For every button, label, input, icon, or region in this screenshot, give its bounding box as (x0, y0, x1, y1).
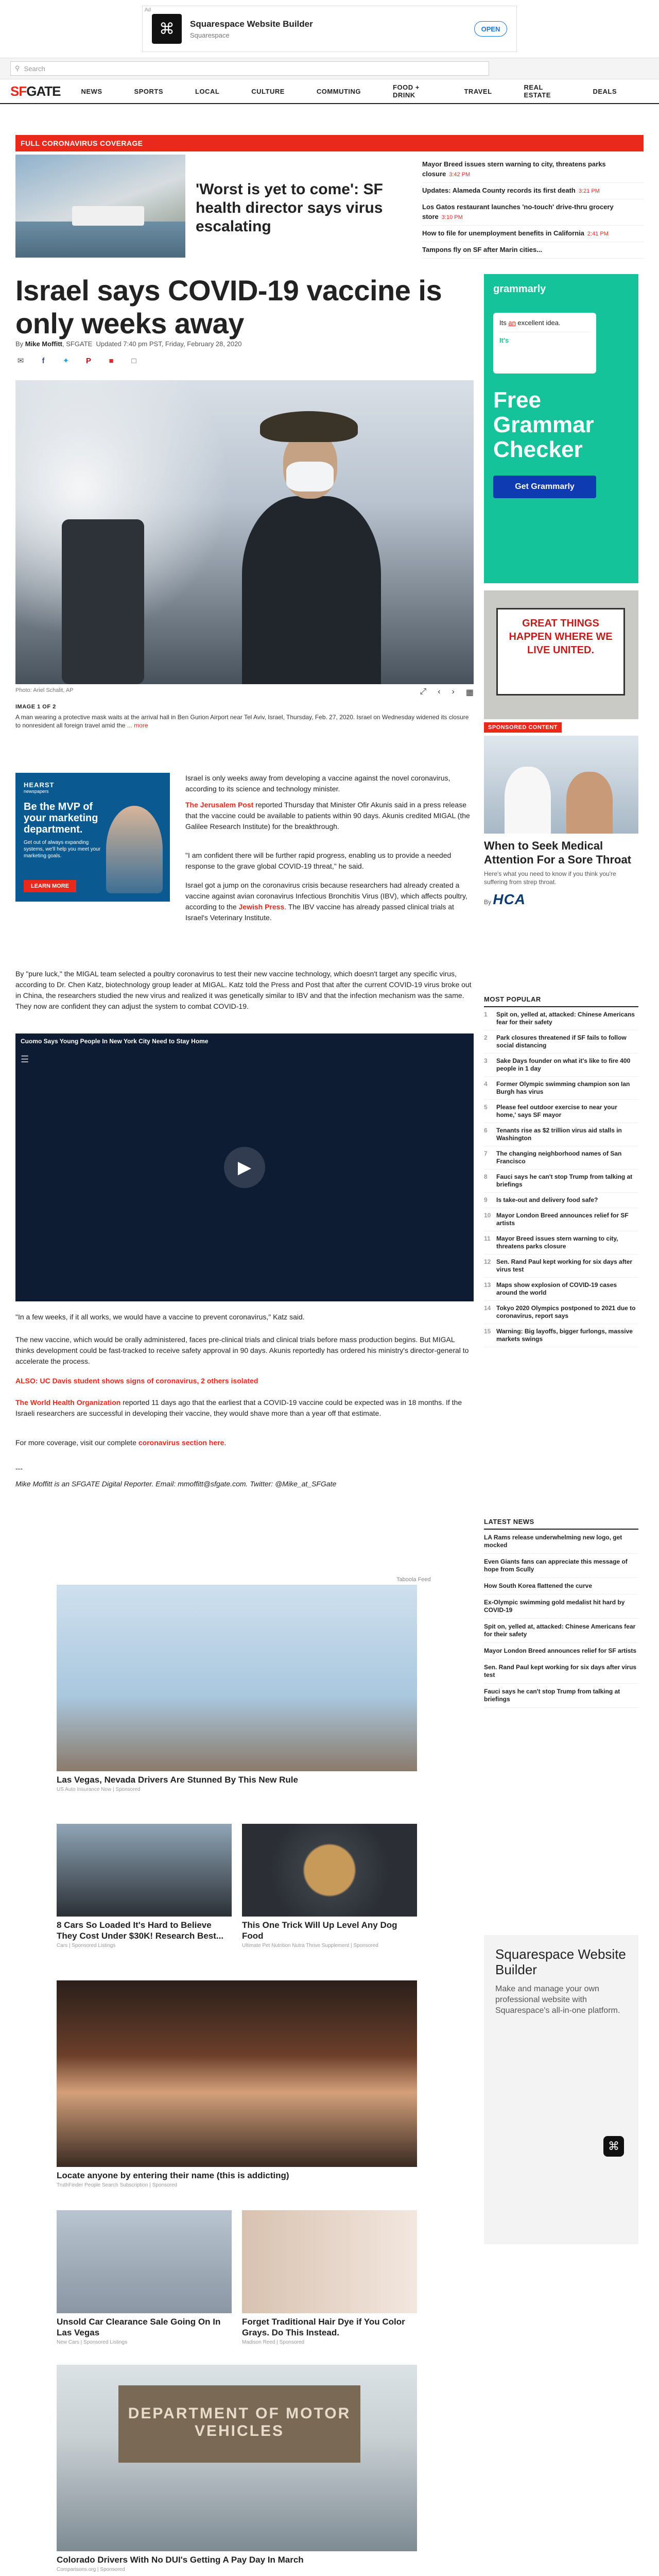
latest-item[interactable]: Ex-Olympic swimming gold medalist hit hard by COVID-19 (484, 1595, 638, 1619)
search-bar (0, 58, 659, 79)
list-item[interactable]: Mayor Breed issues stern warning to city, threatens parks closure 3:42 PM (422, 157, 644, 183)
taboola-card[interactable]: Unsold Car Clearance Sale Going On In Las Vegas New Cars | Sponsored Listings (57, 2210, 232, 2345)
most-popular (484, 992, 638, 1347)
taboola-card[interactable]: Las Vegas, Nevada Drivers Are Stunned By This New Rule US Auto Insurance Now | Sponsored (57, 1585, 417, 1792)
grammarly-card: Its an excellent idea. It's (493, 313, 596, 374)
also-paragraph: ALSO: UC Davis student shows signs of coronavirus, 2 others isolated (15, 1377, 258, 1385)
popular-item[interactable] (484, 1278, 638, 1301)
latest-item[interactable]: Even Giants fans can appreciate this message of hope from Scully (484, 1554, 638, 1578)
squarespace-top-ad[interactable] (142, 6, 517, 52)
author-link[interactable]: Mike Moffitt (25, 340, 63, 348)
popular-item[interactable] (484, 1030, 638, 1054)
latest-item[interactable]: Spit on, yelled at, attacked: Chinese Americans fear for their safety (484, 1619, 638, 1643)
popular-item[interactable] (484, 1170, 638, 1193)
paragraph: Israel is only weeks away from developing a vaccine against the novel coronavirus, according to its science and technology minister. (185, 774, 450, 793)
paragraph: The World Health Organization reported 11 days ago that the earliest that a COVID-19 vaccine could be expected was in 18 months. If the Israeli researchers are successful in developing their vaccine, they would shave more than a year off that estimate. (15, 1398, 462, 1417)
rank-number: 10 (484, 1212, 491, 1219)
latest-item[interactable]: Sen. Rand Paul kept working for six days after virus test (484, 1659, 638, 1684)
get-grammarly-button[interactable]: Get Grammarly (493, 476, 596, 498)
grammarly-ad[interactable] (484, 274, 638, 583)
paragraph: For more coverage, visit our complete coronavirus section here. (15, 1438, 227, 1447)
author-signature: Mike Moffitt is an SFGATE Digital Reporter. Email: mmoffitt@sfgate.com. Twitter: @Mike_at_SFGate (15, 1480, 337, 1488)
image-caption: A man wearing a protective mask waits at the arrival hall in Ben Gurion Airport near Tel Aviv, Israel, Thursday, Feb. 27, 2020. Israel on Wednesday widened its closure to nonresident all foreign travel amid the ... more (15, 714, 469, 729)
rank-number: 7 (484, 1150, 488, 1157)
flipboard-icon[interactable]: ■ (109, 356, 114, 365)
article-headline: Israel says COVID-19 vaccine is only weeks away (15, 274, 442, 340)
rank-number: 8 (484, 1173, 488, 1180)
nav-news[interactable]: NEWS (81, 87, 102, 95)
nav-deals[interactable]: DEALS (593, 87, 617, 95)
coronavirus-section-link[interactable]: coronavirus section here (138, 1438, 224, 1447)
popular-item[interactable] (484, 1123, 638, 1146)
sponsored-label: SPONSORED CONTENT (484, 722, 562, 733)
rank-number: 4 (484, 1080, 488, 1088)
rank-number: 11 (484, 1235, 491, 1242)
image-credit-row (15, 687, 474, 698)
popular-item-title[interactable]: Spit on, yelled at, attacked: Chinese Americans fear for their safety (496, 1011, 635, 1026)
trending-module (15, 155, 644, 260)
latest-item[interactable]: LA Rams release underwhelming new logo, get mocked (484, 1530, 638, 1554)
taboola-card[interactable]: This One Trick Will Up Level Any Dog Food Ultimate Pet Nutrition Nutra Thrive Supplement | Sponsored (242, 1824, 417, 1948)
rank-number: 2 (484, 1034, 488, 1041)
most-popular-heading: MOST POPULAR (484, 992, 638, 1007)
popular-item-title[interactable]: Fauci says he can't stop Trump from talking at briefings (496, 1173, 633, 1188)
popular-item-title[interactable]: Tenants rise as $2 trillion virus aid stalls in Washington (496, 1127, 622, 1142)
sponsor-logo: By HCA (484, 891, 526, 907)
top-ad-sub: Squarespace (190, 31, 230, 39)
rank-number: 5 (484, 1104, 488, 1111)
sponsored-title[interactable]: When to Seek Medical Attention For a Sore Throat (484, 839, 631, 866)
taboola-card[interactable]: DEPARTMENT OF MOTOR VEHICLES Colorado Drivers With No DUI's Getting A Pay Day In March Comparisons.org | Sponsored (57, 2365, 417, 2572)
squarespace-logo-icon: ⌘ (603, 2136, 624, 2157)
squarespace-side-ad[interactable] (484, 1935, 638, 2244)
latest-item[interactable]: How South Korea flattened the curve (484, 1578, 638, 1595)
popular-item-title[interactable]: Tokyo 2020 Olympics postponed to 2021 due to coronavirus, report says (496, 1304, 636, 1319)
paragraph: "I am confident there will be further rapid progress, enabling us to provide a needed response to the grave global COVID-19 threat," he said. (185, 851, 452, 870)
nav-sports[interactable]: SPORTS (134, 87, 163, 95)
rank-number: 14 (484, 1304, 491, 1312)
latest-news (484, 1515, 638, 1708)
hearst-learn-more-button[interactable]: LEARN MORE (24, 880, 76, 892)
expand-icon[interactable]: ⤢ (420, 687, 427, 696)
popular-item[interactable] (484, 1077, 638, 1100)
dmv-sign: DEPARTMENT OF MOTOR VEHICLES (118, 2385, 360, 2463)
popular-item[interactable] (484, 1054, 638, 1077)
list-item[interactable]: Los Gatos restaurant launches 'no-touch' drive-thru grocery store 3:10 PM (422, 199, 644, 226)
list-item[interactable]: Tampons fly on SF after Marin cities... (422, 242, 644, 259)
gallery-grid-icon[interactable]: ▦ (465, 688, 474, 697)
nav-travel[interactable]: TRAVEL (464, 87, 492, 95)
nav-commuting[interactable]: COMMUTING (316, 87, 361, 95)
rank-number: 12 (484, 1258, 491, 1265)
image-count: IMAGE 1 OF 2 (15, 704, 56, 710)
sqs-desc: Make and manage your own professional website with Squarespace's all-in-one platform. (495, 1985, 620, 2015)
video-player[interactable] (15, 1033, 474, 1301)
rank-number: 3 (484, 1057, 488, 1064)
top-ad-area (0, 0, 659, 58)
grammarly-logo: grammarly (493, 283, 546, 295)
sqs-title: Squarespace Website Builder (495, 1946, 626, 1977)
paragraph: The Jerusalem Post reported Thursday that Minister Ofir Akunis said in a press release that the vaccine could be available to patients within 90 days. Akunis credited MIGAL (the Galilee Research Institute) for the breakthrough. (185, 801, 470, 831)
taboola-card[interactable]: Forget Traditional Hair Dye if You Color Grays. Do This Instead. Madison Reed | Sponsored (242, 2210, 417, 2345)
updated-time: Updated 7:40 pm PST, Friday, February 28, 2020 (96, 340, 242, 348)
taboola-card[interactable]: 8 Cars So Loaded It's Hard to Believe They Cost Under $30K! Research Best... Cars | Sponsored Listings (57, 1824, 232, 1948)
twitter-icon[interactable]: ✦ (62, 357, 70, 365)
hearst-ad-headline: Be the MVP of your marketing department. (24, 801, 98, 835)
trending-headline[interactable]: 'Worst is yet to come': SF health director says virus escalating (196, 181, 383, 235)
also-link[interactable]: UC Davis student shows signs of coronavirus, 2 others isolated (40, 1377, 258, 1385)
trending-list (422, 155, 644, 260)
ad-sign-text: GREAT THINGS HAPPEN WHERE WE LIVE UNITED. (496, 608, 625, 696)
popular-item[interactable] (484, 1301, 638, 1324)
photo-credit: Photo: Ariel Schalit, AP (15, 687, 74, 693)
search-placeholder: Search (24, 64, 45, 73)
hearst-ad[interactable] (15, 773, 170, 902)
hero-image[interactable] (15, 380, 474, 684)
rank-number: 13 (484, 1281, 491, 1289)
separator: --- (15, 1464, 23, 1472)
rank-number: 6 (484, 1127, 488, 1134)
united-way-ad[interactable] (484, 590, 638, 719)
rank-number: 15 (484, 1328, 491, 1335)
top-ad-title: Squarespace Website Builder (190, 19, 313, 29)
paragraph: The new vaccine, which would be orally administered, faces pre-clinical trials and clinical trials before mass production begins. But MIGAL thinks development could be fast-tracked to receive safety approval in 90 days. Akunis reportedly has ordered his ministry's director-general to accelerate the process. (15, 1335, 469, 1365)
popular-item[interactable] (484, 1193, 638, 1208)
byline: By Mike Moffitt, SFGATE Updated 7:40 pm PST, Friday, February 28, 2020 (15, 340, 242, 348)
nav-real-estate[interactable]: REAL ESTATE (524, 83, 551, 99)
trending-photo[interactable] (15, 155, 185, 258)
hearst-ad-body: Get out of always expanding systems, we'll help you meet your marketing goals. (24, 840, 101, 859)
sfgate-logo[interactable]: SFGATE (10, 83, 61, 99)
popular-item[interactable] (484, 1255, 638, 1278)
rank-number: 1 (484, 1011, 488, 1018)
top-ad-open-button[interactable]: OPEN (474, 21, 507, 37)
latest-news-heading: LATEST NEWS (484, 1515, 638, 1530)
popular-item-title[interactable]: Former Olympic swimming champion son Ian Burgh has virus (496, 1080, 630, 1095)
coverage-banner[interactable]: FULL CORONAVIRUS COVERAGE (15, 135, 644, 151)
sponsored-image (484, 736, 638, 834)
rank-number: 9 (484, 1196, 488, 1204)
ad-person-image (106, 806, 163, 893)
share-bar (15, 355, 139, 366)
latest-item[interactable]: Fauci says he can't stop Trump from talking at briefings (484, 1684, 638, 1708)
caption-more-link[interactable]: ... more (127, 722, 148, 729)
email-icon[interactable]: ✉ (17, 357, 24, 365)
paragraph: "In a few weeks, if it all works, we would have a vaccine to prevent coronavirus," Katz said. (15, 1313, 305, 1321)
sponsored-desc: Here's what you need to know if you think you're suffering from strep throat. (484, 870, 616, 886)
popular-item-title[interactable]: Maps show explosion of COVID-19 cases around the world (496, 1281, 617, 1296)
menu-icon[interactable]: ☰ (21, 1054, 29, 1064)
comment-icon[interactable]: □ (131, 356, 136, 365)
popular-item[interactable] (484, 1146, 638, 1170)
main-nav (0, 79, 659, 104)
popular-item[interactable] (484, 1231, 638, 1255)
popular-item-title[interactable]: Is take-out and delivery food safe? (496, 1196, 598, 1204)
popular-item-title[interactable]: The changing neighborhood names of San Francisco (496, 1150, 622, 1165)
popular-item-title[interactable]: Warning: Big layoffs, bigger furlongs, massive markets swings (496, 1328, 633, 1343)
who-link[interactable]: The World Health Organization (15, 1398, 121, 1406)
popular-item-title[interactable]: Mayor London Breed announces relief for SF artists (496, 1212, 629, 1227)
search-icon: ⚲ (15, 64, 20, 72)
sponsored-content[interactable] (484, 722, 638, 908)
popular-item[interactable] (484, 1100, 638, 1123)
popular-item-title[interactable]: Mayor Breed issues stern warning to city, threatens parks closure (496, 1235, 618, 1250)
popular-item[interactable] (484, 1324, 638, 1347)
taboola-label[interactable]: Taboola Feed (396, 1577, 431, 1583)
popular-item[interactable] (484, 1208, 638, 1231)
ad-tag: Ad (145, 7, 151, 13)
popular-item-title[interactable]: Please feel outdoor exercise to near your home,' says SF mayor (496, 1104, 617, 1118)
jewish-press-link[interactable]: Jewish Press (238, 903, 285, 911)
squarespace-logo-icon: ⌘ (152, 14, 182, 44)
latest-item[interactable]: Mayor London Breed announces relief for SF artists (484, 1643, 638, 1659)
list-item[interactable]: Updates: Alameda County records its first death 3:21 PM (422, 183, 644, 199)
popular-item[interactable] (484, 1007, 638, 1030)
next-arrow-icon[interactable]: › (452, 687, 455, 696)
nav-local[interactable]: LOCAL (195, 87, 220, 95)
search-input[interactable] (10, 61, 489, 76)
prev-arrow-icon[interactable]: ‹ (438, 687, 441, 696)
hearst-logo: HEARST newspapers (24, 781, 55, 794)
video-title: Cuomo Says Young People In New York City Need to Stay Home (21, 1038, 209, 1045)
paragraph: Israel got a jump on the coronavirus crisis because researchers had already created a vaccine against avian coronavirus Infectious Bronchitis Virus (IBV), which affects poultry, according to the Jewish Press. The IBV vaccine has already passed clinical trials at Israel's Veterinary Institute. (185, 881, 467, 922)
nav-culture[interactable]: CULTURE (251, 87, 285, 95)
taboola-card[interactable]: Locate anyone by entering their name (this is addicting) TruthFinder People Search Subscription | Sponsored (57, 1980, 417, 2188)
grammarly-headline: Free Grammar Checker (493, 387, 594, 462)
nav-food-drink[interactable]: FOOD + DRINK (393, 83, 420, 99)
popular-item-title[interactable]: Sake Days founder on what it's like to fire 400 people in 1 day (496, 1057, 631, 1072)
pinterest-icon[interactable]: P (85, 356, 91, 365)
jerusalem-post-link[interactable]: The Jerusalem Post (185, 801, 254, 809)
play-icon[interactable]: ▶ (224, 1147, 265, 1188)
popular-item-title[interactable]: Sen. Rand Paul kept working for six days after virus test (496, 1258, 633, 1273)
paragraph: By "pure luck," the MIGAL team selected a poultry coronavirus to test their new vaccine technology, which doesn't target any specific virus, according to Dr. Chen Katz, biotechnology group leader at MIGAL. Katz told the Press and Post that after the current COVID-19 virus broke out in China, the researchers studied the new virus and realized it was genetically similar to IBV and that the infection mechanism was the same. They now are confident they can adjust the system to combat COVID-19. (15, 970, 472, 1010)
popular-item-title[interactable]: Park closures threatened if SF fails to follow social distancing (496, 1034, 627, 1049)
facebook-icon[interactable]: f (42, 356, 45, 365)
list-item[interactable]: How to file for unemployment benefits in California 2:41 PM (422, 226, 644, 242)
